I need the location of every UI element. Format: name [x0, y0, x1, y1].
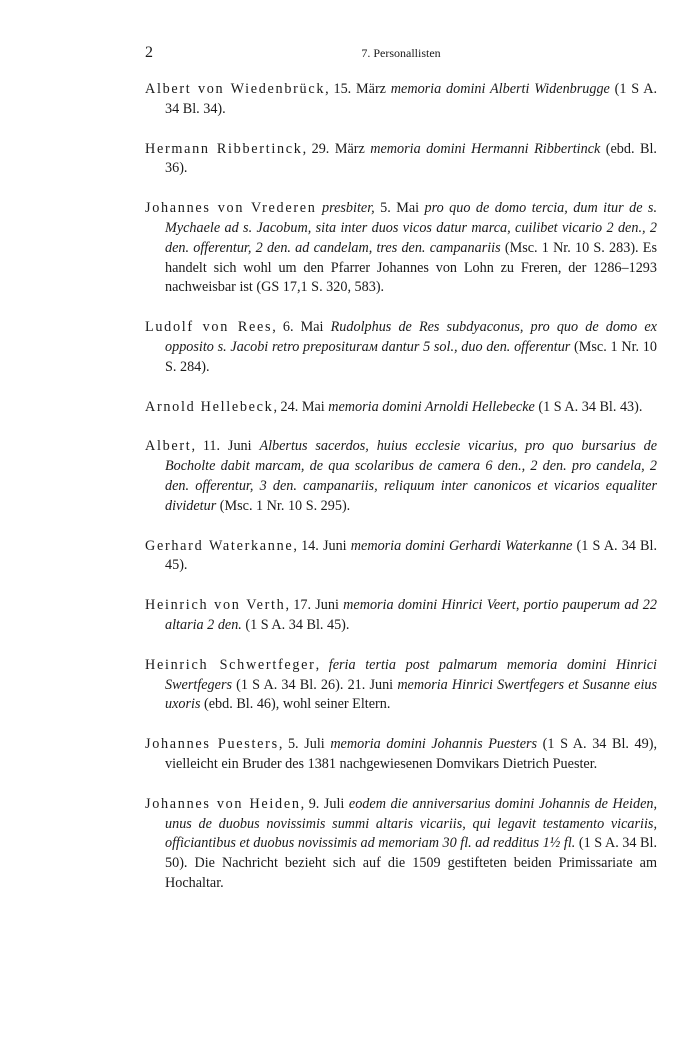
register-entry — [145, 140, 657, 180]
latin-quote: Albertus sacerdos, huius ecclesie vicarius, pro quo bursarius de Bocholte dabit marcam, de qua scolaribus de camera 6 den., 2 den. pro candela, 2 den. offerentur, 3 den. campanariis, reliquum inter canonicos et vicarios equaliter dividetur — [165, 438, 657, 514]
register-entry — [145, 795, 657, 894]
entry-name: Heinrich von Verth — [145, 597, 286, 614]
entry-name: Albert — [145, 438, 192, 455]
latin-quote: feria tertia post palmarum memoria domini Hinrici Swertfegers — [165, 656, 657, 693]
entry-text: (ebd. Bl. 46), wohl seiner Eltern. — [200, 696, 391, 713]
register-entry — [145, 596, 657, 636]
entry-text: , 11. Juni — [191, 438, 260, 455]
entry-text: (Msc. 1 Nr. 10 S. 295). — [216, 497, 351, 514]
latin-quote: memoria domini Hermanni Ribbertinck — [370, 140, 601, 157]
latin-quote: memoria domini Alberti Widenbrugge — [390, 81, 610, 97]
entry-name: Heinrich Schwertfeger — [145, 656, 316, 673]
entry-name: Albert von Wiedenbrück — [145, 81, 326, 97]
entry-text: (1 S A. 34 Bl. 34). — [165, 81, 657, 117]
entry-name: Arnold Hellebeck — [145, 398, 274, 415]
entry-text: , — [315, 656, 329, 673]
latin-quote: memoria domini Arnoldi Hellebecke — [328, 398, 535, 415]
entry-text: , 29. März — [302, 140, 371, 157]
entry-text: , 9. Juli — [300, 795, 349, 812]
register-entry — [145, 735, 657, 775]
register-entry — [145, 398, 657, 418]
page-header — [145, 44, 657, 64]
latin-quote: memoria Hinrici Swertfegers et Susanne eius uxoris — [165, 676, 657, 713]
entry-name: Johannes Puesters — [145, 736, 279, 753]
register-entry — [145, 437, 657, 516]
entry-text: , 17. Juni — [285, 597, 344, 614]
entry-text: , 5. Juli — [278, 736, 331, 753]
running-title: 7. Personallisten — [361, 46, 441, 60]
entry-text: (1 S A. 34 Bl. 50). Die Nachricht bezieht sich auf die 1509 gestifteten beiden Primissariate am Hochaltar. — [165, 835, 658, 891]
entry-text: , 6. Mai — [272, 319, 331, 336]
register-entry — [145, 537, 657, 577]
entry-name: Johannes von Heiden — [145, 795, 301, 812]
entry-text: , 24. Mai — [273, 398, 329, 415]
register-entry — [145, 318, 657, 377]
page-number: 2 — [145, 44, 153, 61]
entry-name: Hermann Ribbertinck — [145, 140, 303, 157]
entry-text: (1 S A. 34 Bl. 45). — [241, 616, 350, 633]
entry-text: (1 S A. 34 Bl. 43). — [534, 398, 643, 415]
entry-text: (ebd. Bl. 36). — [165, 140, 657, 177]
entry-name: Ludolf von Rees — [145, 319, 273, 336]
register-entry — [145, 656, 657, 715]
register-entry — [145, 199, 657, 298]
entry-text: , 14. Juni — [293, 537, 351, 554]
latin-quote: eodem die anniversarius domini Johannis de Heiden, unus de duobus novissimis summi altaris vicariis, qui legavit testamento vicariis, officiantibus et duobus novissimis ad memoriam 30 fl. ad redditus 1½ fl. — [165, 795, 658, 852]
entry-name: Johannes von Vrederen — [145, 200, 317, 217]
entry-list — [145, 80, 657, 914]
entry-text: (1 S A. 34 Bl. 45). — [165, 537, 658, 574]
entry-text: , 15. März — [325, 81, 391, 97]
latin-quote: memoria domini Hinrici Veert, portio pauperum ad 22 altaria 2 den. — [165, 597, 657, 633]
latin-quote: memoria domini Gerhardi Waterkanne — [350, 537, 573, 554]
entry-text: 5. Mai — [374, 200, 425, 217]
latin-quote: presbiter, — [322, 200, 375, 217]
entry-text: (Msc. 1 Nr. 10 S. 283). Es handelt sich wohl um den Pfarrer Johannes von Lohn zu Freren, der 1286–1293 nachweisbar ist (GS 17,1 S. 320, 583). — [165, 239, 657, 296]
entry-text: (1 S A. 34 Bl. 49), vielleicht ein Bruder des 1381 nachgewiesenen Domvikars Dietrich Puester. — [165, 736, 657, 772]
entry-name: Gerhard Waterkanne — [145, 537, 294, 554]
register-entry — [145, 80, 657, 120]
entry-text: (1 S A. 34 Bl. 26). 21. Juni — [232, 676, 398, 693]
latin-quote: memoria domini Johannis Puesters — [330, 736, 538, 753]
entry-text: (Msc. 1 Nr. 10 S. 284). — [165, 338, 657, 375]
latin-quote: pro quo de domo tercia, dum itur de s. Mychaele ad s. Jacobum, sita inter duos vicos datur marca, cuilibet vicario 2 den., 2 den. offerentur, 2 den. ad candelam, tres den. campanariis — [165, 200, 658, 256]
latin-quote: Rudolphus de Res subdyaconus, pro quo de domo ex opposito s. Jacobi retro prepositurам dantur 5 sol., duo den. offerentur — [165, 319, 657, 355]
